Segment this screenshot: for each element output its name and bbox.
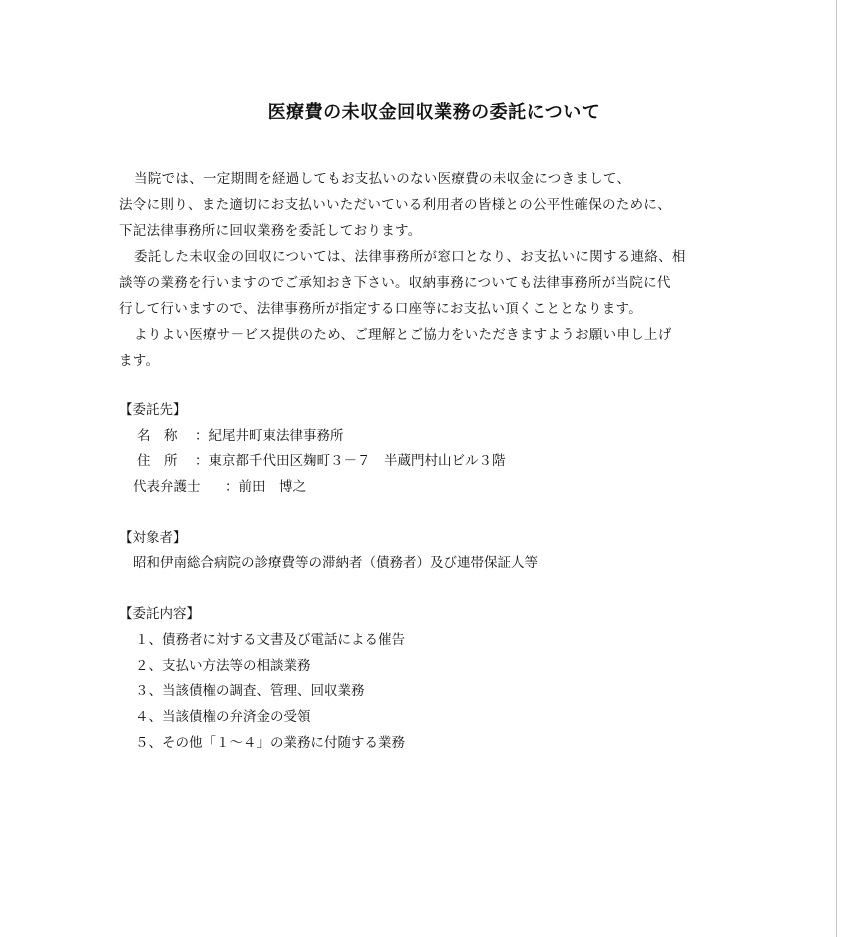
list-item: ３、当該債権の調査、管理、回収業務 <box>135 683 365 699</box>
list-item: ２、支払い方法等の相談業務 <box>135 658 311 674</box>
page-edge <box>836 0 854 937</box>
contractor-name-row <box>133 423 344 449</box>
contractor-address-label: 住 所 <box>137 453 178 469</box>
contractor-address-value: ：東京都千代田区麹町３－７ 半蔵門村山ビル３階 <box>195 453 506 469</box>
paragraph-line: よりよい医療サ－ビス提供のため、ご理解とご協力をいただきますようお願い申し上げ <box>134 327 672 343</box>
contractor-address-row <box>133 448 506 474</box>
paragraph-line: 下記法律事務所に回収業務を委託しております。 <box>119 223 422 239</box>
paragraph-line: 当院では、一定期間を経過してもお支払いのない医療費の未収金につきまして、 <box>134 171 631 187</box>
contractor-name-label: 名 称 <box>137 428 178 444</box>
contractor-name-value: ：紀尾井町東法律事務所 <box>195 428 344 444</box>
contents-heading: 【委託内容】 <box>119 606 200 622</box>
contractor-rep-row <box>133 474 306 500</box>
contractor-heading: 【委託先】 <box>119 402 187 418</box>
page-title: 医療費の未収金回収業務の委託について <box>267 102 601 123</box>
list-item: ４、当該債権の弁済金の受領 <box>135 709 311 725</box>
target-text: 昭和伊南総合病院の診療費等の滞納者（債務者）及び連帯保証人等 <box>133 555 538 571</box>
intro-paragraph <box>119 166 739 374</box>
target-heading: 【対象者】 <box>119 530 187 546</box>
paragraph-line: 行して行いますので、法律事務所が指定する口座等にお支払い頂くこととなります。 <box>119 301 643 317</box>
paragraph-line: 法令に則り、また適切にお支払いいただいている利用者の皆様との公平性確保のために、 <box>119 197 671 213</box>
paragraph-line: ます。 <box>119 353 160 369</box>
contractor-rep-value: ：前田 博之 <box>225 479 306 495</box>
list-item: ５、その他「１～４」の業務に付随する業務 <box>135 735 405 751</box>
list-item: １、債務者に対する文書及び電話による催告 <box>135 632 405 648</box>
contractor-rep-label: 代表弁護士 <box>133 479 201 495</box>
paragraph-line: 委託した未収金の回収については、法律事務所が窓口となり、お支払いに関する連絡、相 <box>134 249 686 265</box>
paragraph-line: 談等の業務を行いますのでご承知おき下さい。収納事務についても法律事務所が当院に代 <box>119 275 671 291</box>
